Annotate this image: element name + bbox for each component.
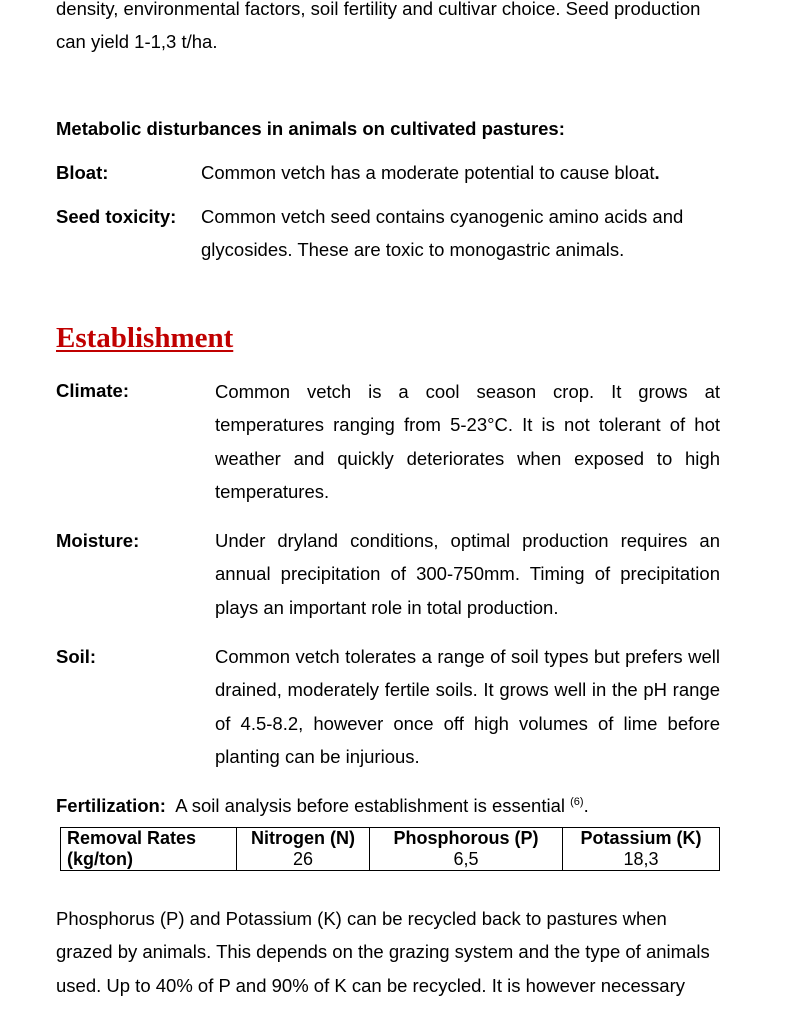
seed-toxicity-label: Seed toxicity: xyxy=(56,206,177,227)
seed-toxicity-line-1: Common vetch seed contains cyanogenic amino acids and xyxy=(201,206,684,227)
metabolic-heading: Metabolic disturbances in animals on cultivated pastures: xyxy=(56,118,565,139)
row-label-removal-rates: Removal Rates xyxy=(61,828,237,850)
bloat-text xyxy=(201,162,660,184)
climate-label: Climate: xyxy=(56,380,129,401)
moisture-text: Under dryland conditions, optimal production requires an annual precipitation of 300-750mm. Timing of precipitation plays an important role in total production. xyxy=(215,530,720,618)
recycling-line-1: Phosphorus (P) and Potassium (K) can be recycled back to pastures when xyxy=(56,908,667,929)
seed-toxicity-line-2: glycosides. These are toxic to monogastric animals. xyxy=(201,239,625,260)
header-nitrogen: Nitrogen (N) xyxy=(237,828,370,850)
soil-text: Common vetch tolerates a range of soil types but prefers well drained, moderately fertile soils. It grows well in the pH range of 4.5-8.2, however once off high volumes of lime before planting can be injurious. xyxy=(215,646,720,768)
climate-text: Common vetch is a cool season crop. It grows at temperatures ranging from 5-23°C. It is not tolerant of hot weather and quickly deteriorates when exposed to high temperatures. xyxy=(215,381,720,503)
value-nitrogen: 26 xyxy=(237,849,370,871)
moisture-label: Moisture: xyxy=(56,530,140,551)
soil-label: Soil: xyxy=(56,646,97,667)
table-header-row xyxy=(61,828,720,850)
fertilization-text: A soil analysis before establishment is essential xyxy=(175,795,565,816)
fertilization-reference: (6) xyxy=(570,796,584,808)
recycling-line-3: used. Up to 40% of P and 90% of K can be recycled. It is however necessary xyxy=(56,975,686,996)
intro-line-1: density, environmental factors, soil fertility and cultivar choice. Seed production xyxy=(56,0,701,19)
value-phosphorous: 6,5 xyxy=(370,849,563,871)
fertilization-label: Fertilization: xyxy=(56,795,166,816)
table-values-row xyxy=(61,849,720,871)
fertilization-period: . xyxy=(583,795,589,816)
recycling-line-2: grazed by animals. This depends on the grazing system and the type of animals xyxy=(56,941,710,962)
header-phosphorous: Phosphorous (P) xyxy=(370,828,563,850)
removal-rates-table xyxy=(60,827,720,871)
bloat-text-body: Common vetch has a moderate potential to cause bloat xyxy=(201,162,655,183)
bloat-label: Bloat: xyxy=(56,162,109,183)
bloat-period: . xyxy=(654,162,660,183)
intro-line-2: can yield 1-1,3 t/ha. xyxy=(56,31,218,52)
fertilization-line xyxy=(56,795,589,817)
value-potassium: 18,3 xyxy=(563,849,720,871)
establishment-heading: Establishment xyxy=(56,322,234,354)
header-potassium: Potassium (K) xyxy=(563,828,720,850)
row-label-unit: (kg/ton) xyxy=(61,849,237,871)
